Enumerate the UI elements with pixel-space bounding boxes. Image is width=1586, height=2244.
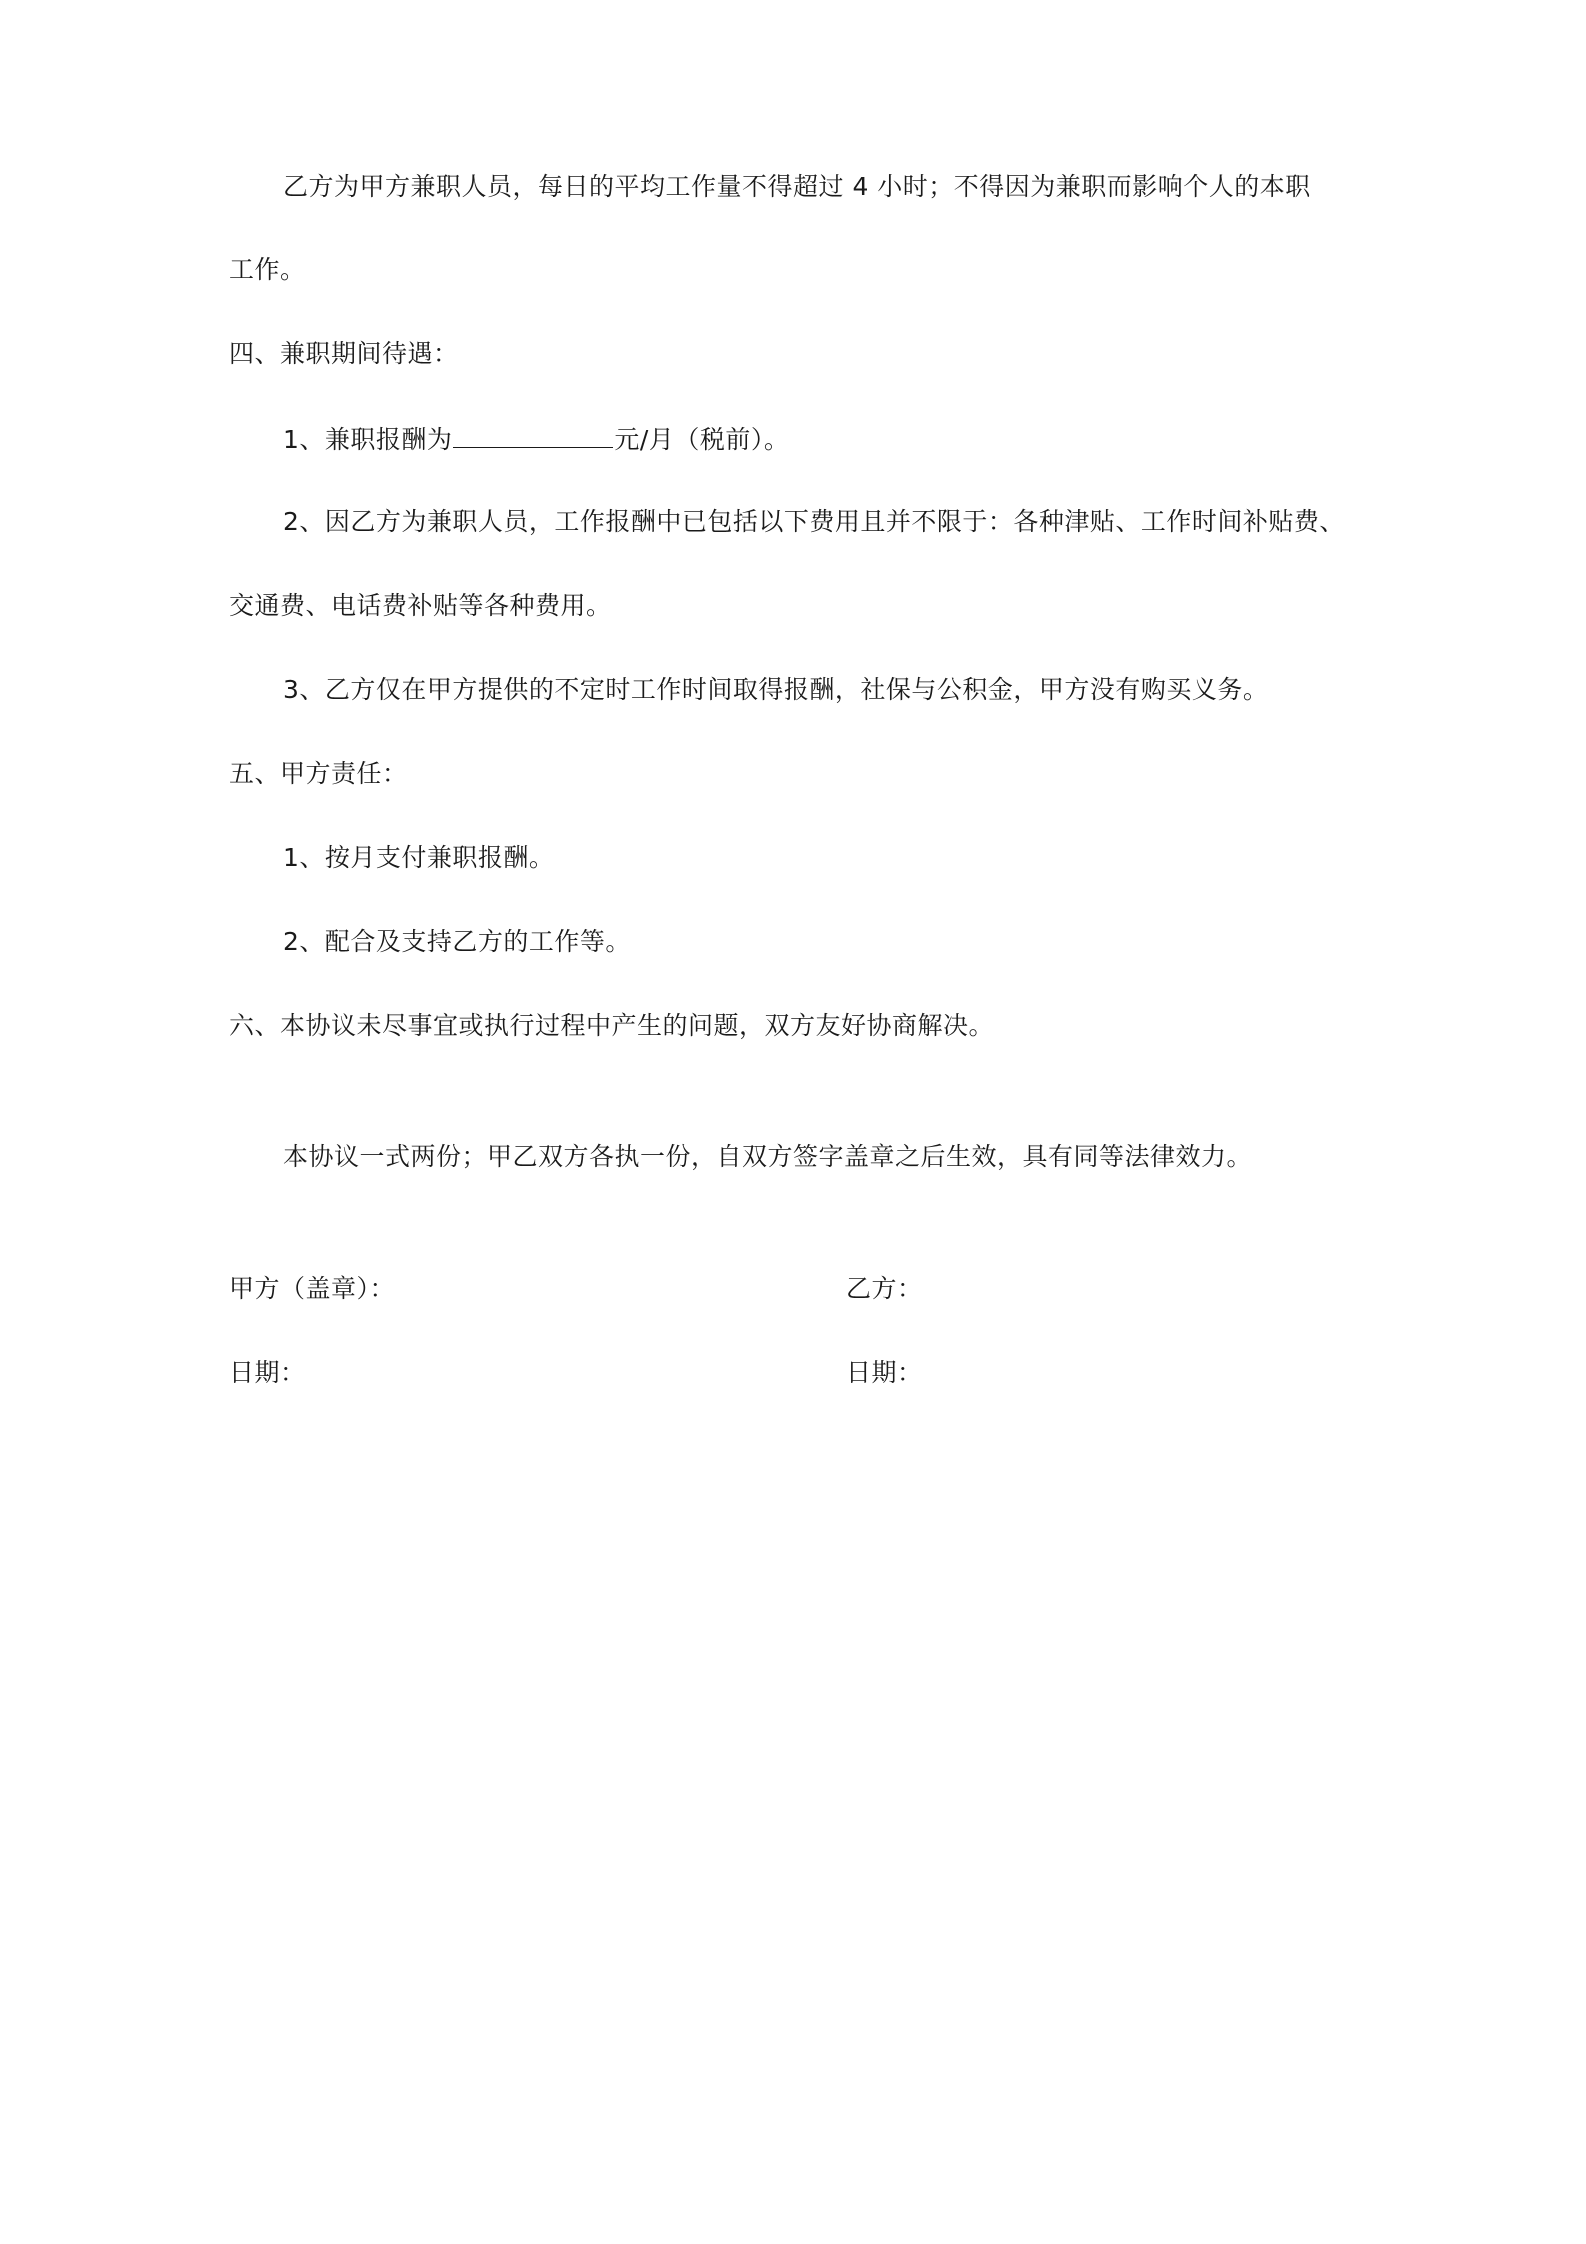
party-a-seal-label: 甲方（盖章）： xyxy=(229,1274,396,1303)
salary-label: 1、兼职报酬为 xyxy=(283,425,453,454)
salary-unit: 元/月（税前）。 xyxy=(614,425,790,454)
section-5-item-2: 2、配合及支持乙方的工作等。 xyxy=(283,927,631,956)
section-5-item-1: 1、按月支付兼职报酬。 xyxy=(283,843,555,872)
section-5-heading: 五、甲方责任： xyxy=(229,759,408,788)
section-4-item-2-line-2: 交通费、电话费补贴等各种费用。 xyxy=(229,591,612,620)
section-4-item-1 xyxy=(283,421,789,457)
salary-blank-line[interactable] xyxy=(453,421,613,448)
section-4-heading: 四、兼职期间待遇： xyxy=(229,339,459,368)
paragraph-1-line-2: 工作。 xyxy=(229,255,306,284)
party-b-date-label: 日期： xyxy=(846,1358,923,1387)
closing-statement: 本协议一式两份；甲乙双方各执一份，自双方签字盖章之后生效，具有同等法律效力。 xyxy=(283,1142,1253,1171)
section-4-item-3: 3、乙方仅在甲方提供的不定时工作时间取得报酬，社保与公积金，甲方没有购买义务。 xyxy=(283,675,1269,704)
paragraph-1-line-1: 乙方为甲方兼职人员，每日的平均工作量不得超过 4 小时；不得因为兼职而影响个人的本职 xyxy=(283,172,1311,201)
party-b-label: 乙方： xyxy=(846,1274,923,1303)
section-6: 六、本协议未尽事宜或执行过程中产生的问题，双方友好协商解决。 xyxy=(229,1011,995,1040)
section-4-item-2-line-1: 2、因乙方为兼职人员，工作报酬中已包括以下费用且并不限于：各种津贴、工作时间补贴费、 xyxy=(283,507,1345,536)
party-a-date-label: 日期： xyxy=(229,1358,306,1387)
